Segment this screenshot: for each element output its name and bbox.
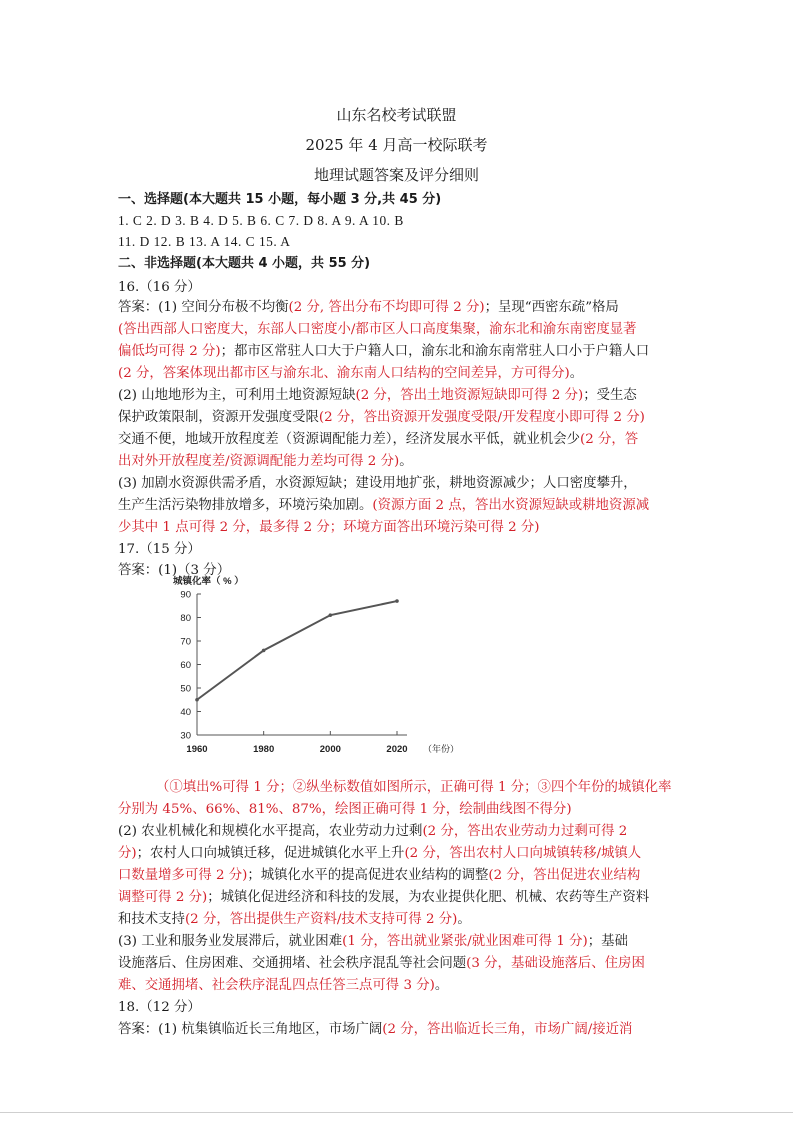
q16-line2: (答出西部人口密度大，东部人口密度小/都市区人口高度集聚，渝东北和渝东南密度显著 — [118, 322, 637, 337]
q17-p2-line4: 调整可得 2 分)；城镇化促进经济和科技的发展，为农业提供化肥、机械、农药等生产资料 — [118, 890, 650, 905]
q16-title: 16.（16 分） — [118, 280, 201, 295]
q17-p2-line2: 分)；农村人口向城镇迁移，促进城镇化水平上升(2 分，答出农村人口向城镇转移/城镇人 — [118, 846, 642, 861]
data-point — [329, 613, 333, 617]
urbanization-series-line — [197, 601, 397, 700]
y-tick-label: 30 — [180, 730, 191, 742]
section1-heading: 一、选择题(本大题共 15 小题，每小题 3 分,共 45 分) — [118, 192, 442, 207]
header-alliance: 山东名校考试联盟 — [336, 106, 457, 124]
data-point — [262, 649, 266, 653]
q17-rubric-line1: （①填出%可得 1 分；②纵坐标数值如图所示，正确可得 1 分；③四个年份的城镇化率 — [156, 780, 672, 795]
q16-line5: (2) 山地地形为主，可利用土地资源短缺(2 分，答出土地资源短缺即可得 2 分)；受生态 — [118, 388, 637, 403]
q16-line11: 少其中 1 点可得 2 分，最多得 2 分；环境方面答出环境污染可得 2 分) — [118, 520, 540, 535]
q17-rubric-line2: 分别为 45%、66%、81%、87%，绘图正确可得 1 分，绘制曲线图不得分) — [118, 802, 572, 817]
x-tick-label: 2020 — [386, 744, 408, 755]
header-exam-name: 2025 年 4 月高一校际联考 — [305, 136, 488, 154]
y-tick-label: 90 — [180, 589, 191, 601]
q17-p3-line1: (3) 工业和服务业发展滞后，就业困难(1 分，答出就业紧张/就业困难可得 1 分)；基础 — [118, 934, 628, 949]
y-tick-label: 40 — [180, 707, 191, 718]
q17-part1: 答案：(1)（3 分） — [118, 563, 231, 578]
q17-p3-line3: 难、交通拥堵、社会秩序混乱四点任答三点可得 3 分)。 — [118, 978, 449, 993]
mc-answers-row1: 1. C 2. D 3. B 4. D 5. B 6. C 7. D 8. A 9. A 10. B — [118, 213, 404, 228]
y-tick-label: 80 — [180, 613, 191, 624]
x-tick-label: 2000 — [319, 744, 341, 755]
q16-line10: 生产生活污染物排放增多，环境污染加剧。(资源方面 2 点，答出水资源短缺或耕地资源减 — [118, 498, 650, 513]
q18-title: 18.（12 分） — [118, 1000, 201, 1015]
q16-line4: (2 分，答案体现出都市区与渝东北、渝东南人口结构的空间差异，方可得分)。 — [118, 366, 584, 381]
q16-line3: 偏低均可得 2 分)；都市区常驻人口大于户籍人口，渝东北和渝东南常驻人口小于户籍人口 — [118, 344, 650, 359]
urbanization-line-chart — [165, 572, 465, 762]
data-point — [395, 599, 399, 603]
q16-line7: 交通不便，地域开放程度差（资源调配能力差），经济发展水平低，就业机会少(2 分，答 — [118, 432, 639, 447]
header-doc-title: 地理试题答案及评分细则 — [313, 166, 479, 184]
q17-title: 17.（15 分） — [118, 542, 201, 557]
x-tick-label: 1960 — [186, 744, 208, 755]
q17-p2-line5: 和技术支持(2 分，答出提供生产资料/技术支持可得 2 分)。 — [118, 912, 471, 927]
page-bottom-divider — [0, 1112, 793, 1113]
q16-line1: 答案：(1) 空间分布极不均衡(2 分, 答出分布不均即可得 2 分)；呈现“西密东疏”格局 — [118, 300, 619, 315]
q16-line8: 出对外开放程度差/资源调配能力差均可得 2 分)。 — [118, 454, 413, 469]
y-tick-label: 60 — [180, 660, 191, 671]
y-tick-label: 50 — [180, 683, 191, 695]
section2-heading: 二、非选择题(本大题共 4 小题，共 55 分) — [118, 256, 371, 271]
q17-p2-line1: (2) 农业机械化和规模化水平提高，农业劳动力过剩(2 分，答出农业劳动力过剩可得 2 — [118, 824, 628, 839]
mc-answers-row2: 11. D 12. B 13. A 14. C 15. A — [118, 234, 291, 249]
y-axis-label: 城镇化率（ % ） — [173, 576, 244, 587]
data-point — [195, 698, 199, 702]
x-tick-label: 1980 — [253, 744, 275, 755]
q18-line1: 答案：(1) 杭集镇临近长三角地区，市场广阔(2 分，答出临近长三角，市场广阔/接近消 — [118, 1022, 633, 1037]
q17-p2-line3: 口数量增多可得 2 分)；城镇化水平的提高促进农业结构的调整(2 分，答出促进农业结构 — [118, 868, 641, 883]
q17-p3-line2: 设施落后、住房困难、交通拥堵、社会秩序混乱等社会问题(3 分，基础设施落后、住房困 — [118, 956, 645, 971]
q16-line9: (3) 加剧水资源供需矛盾，水资源短缺；建设用地扩张，耕地资源减少；人口密度攀升， — [118, 476, 637, 491]
x-axis-label: （年份） — [423, 744, 460, 754]
y-tick-label: 70 — [180, 636, 191, 648]
q16-line6: 保护政策限制，资源开发强度受限(2 分，答出资源开发强度受限/开发程度小即可得 2 分) — [118, 410, 645, 425]
